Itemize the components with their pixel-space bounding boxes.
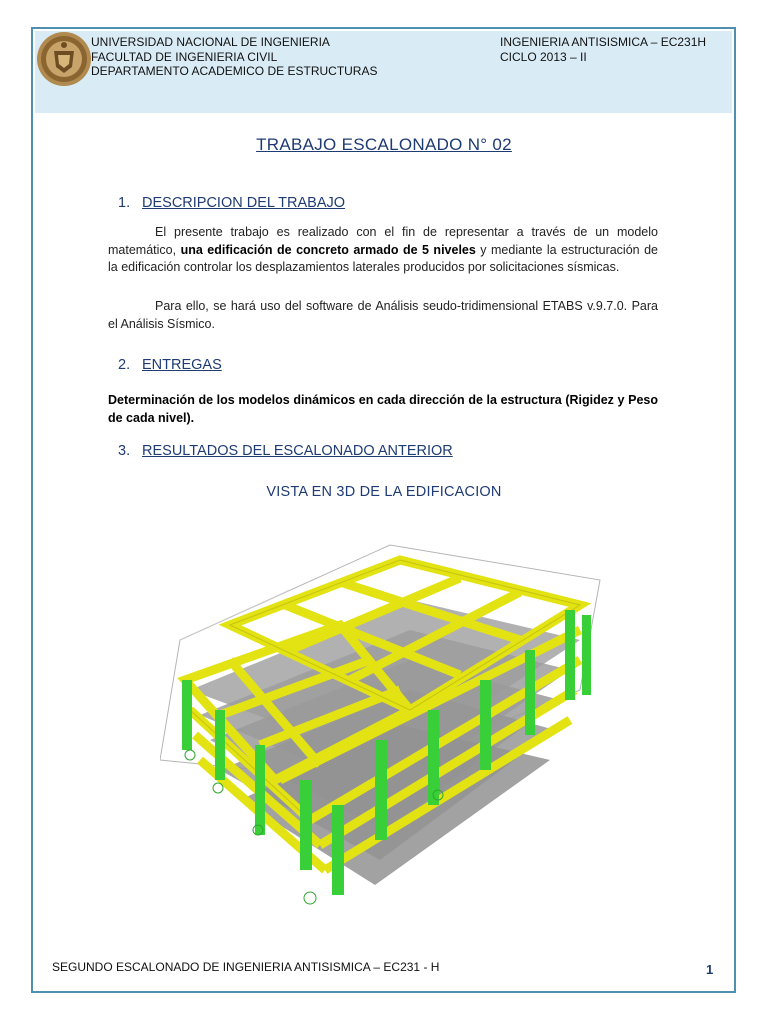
- university-seal-icon: [36, 31, 92, 87]
- header-institution: [91, 35, 377, 79]
- section-number: 3.: [118, 443, 131, 459]
- section-heading-results: [118, 443, 453, 459]
- section-label: ENTREGAS: [142, 357, 222, 373]
- description-paragraph: [108, 224, 658, 277]
- building-3d-view-image: [160, 530, 620, 920]
- description-text-2: y mediante la estructuración de la edificación controlar los desplazamientos laterales producidos por solicitaciones sísmicas.: [108, 242, 658, 274]
- figure-title: VISTA EN 3D DE LA EDIFICACION: [266, 484, 502, 500]
- section-number: 1.: [118, 195, 131, 211]
- software-text: Para ello, se hará uso del software de Análisis seudo-tridimensional ETABS v.9.7.0. Para el Análisis Sísmico.: [108, 299, 658, 331]
- deliverables-paragraph: Determinación de los modelos dinámicos en cada dirección de la estructura (Rigidez y Peso de cada nivel).: [108, 393, 658, 425]
- header-course-name: INGENIERIA ANTISISMICA – EC231H: [500, 35, 707, 49]
- section-label: RESULTADOS DEL ESCALONADO ANTERIOR: [142, 443, 453, 459]
- section-number: 2.: [118, 357, 131, 373]
- description-text-1: El presente trabajo es realizado con el fin de representar a través de un modelo matemático,: [108, 225, 658, 257]
- page-title: TRABAJO ESCALONADO N° 02: [256, 135, 512, 154]
- header-department: DEPARTAMENTO ACADEMICO DE ESTRUCTURAS: [91, 64, 378, 78]
- header-faculty: FACULTAD DE INGENIERIA CIVIL: [91, 49, 278, 64]
- software-paragraph: [108, 298, 658, 333]
- page-number: 1: [706, 962, 714, 977]
- header-course: [500, 35, 706, 64]
- header-cycle: CICLO 2013 – II: [500, 49, 587, 64]
- header-university: UNIVERSIDAD NACIONAL DE INGENIERIA: [91, 35, 330, 49]
- description-bold: una edificación de concreto armado de 5 niveles: [180, 242, 476, 257]
- section-label: DESCRIPCION DEL TRABAJO: [142, 195, 346, 211]
- section-heading-description: [118, 195, 345, 211]
- section-heading-deliverables: [118, 357, 222, 373]
- footer-text: SEGUNDO ESCALONADO DE INGENIERIA ANTISISMICA – EC231 - H: [52, 960, 440, 974]
